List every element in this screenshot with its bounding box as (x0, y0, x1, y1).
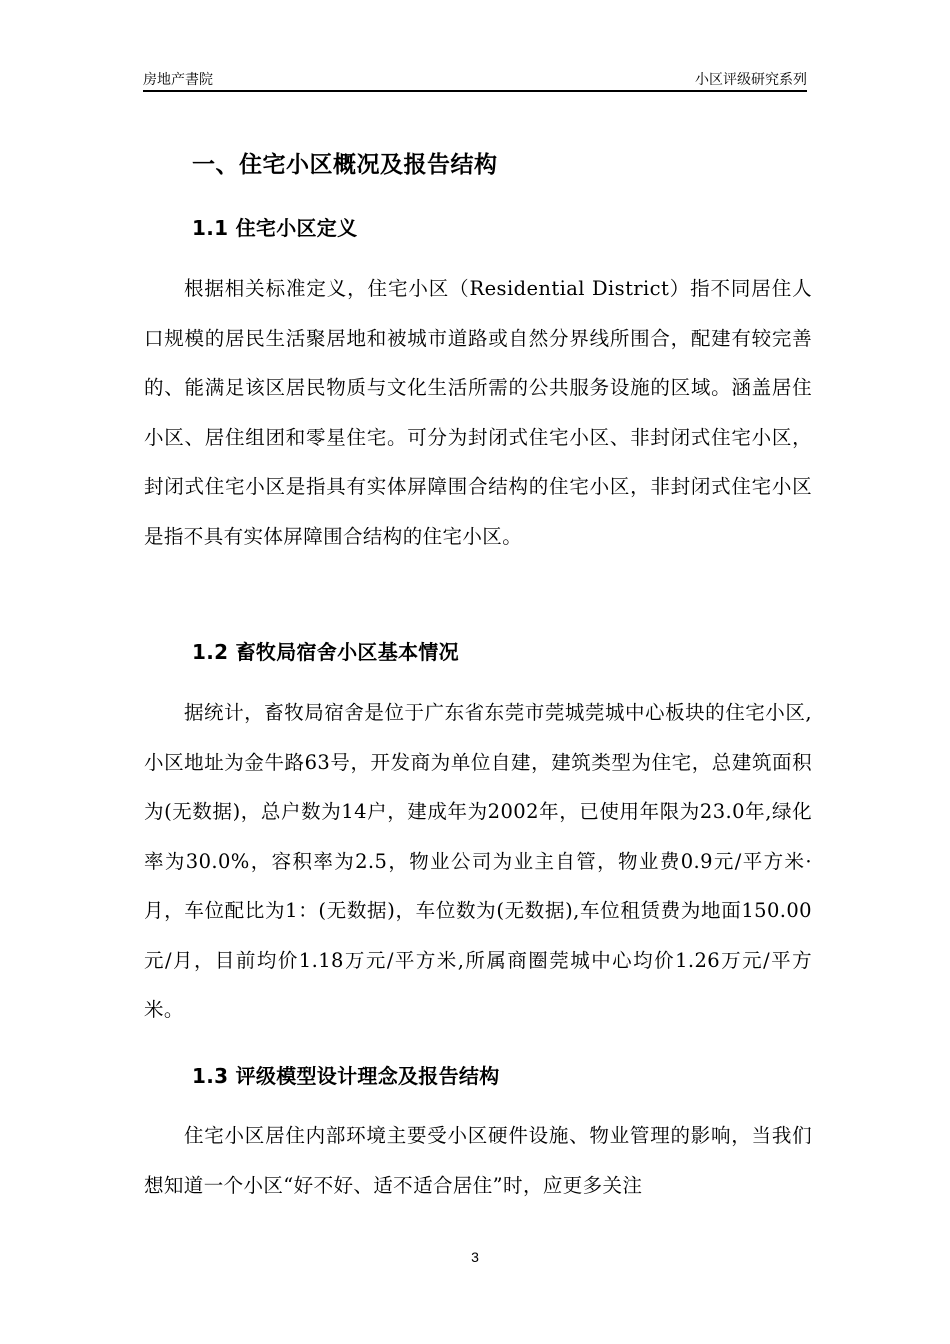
section-paragraph-1-1: 根据相关标准定义，住宅小区（Residential District）指不同居住人口规模的居民生活聚居地和被城市道路或自然分界线所围合，配建有较完善的、能满足该区居民物质与文化生活所需的公共服务设施的区域。涵盖居住小区、居住组团和零星住宅。可分为封闭式住宅小区、非封闭式住宅小区，封闭式住宅小区是指具有实体屏障围合结构的住宅小区，非封闭式住宅小区是指不具有实体屏障围合结构的住宅小区。 (144, 277, 812, 548)
section-heading-1-1: 1.1 住宅小区定义 (192, 216, 358, 240)
section-heading-1-2: 1.2 畜牧局宿舍小区基本情况 (192, 640, 459, 664)
page-header (143, 68, 807, 92)
header-publisher: 房地产書院 (143, 72, 213, 88)
section-paragraph-1-2: 据统计，畜牧局宿舍是位于广东省东莞市莞城莞城中心板块的住宅小区,小区地址为金牛路63号，开发商为单位自建，建筑类型为住宅，总建筑面积为(无数据)，总户数为14户，建成年为2002年，已使用年限为23.0年,绿化率为30.0%，容积率为2.5，物业公司为业主自管，物业费0.9元/平方米·月，车位配比为1：(无数据)，车位数为(无数据),车位租赁费为地面150.00元/月，目前均价1.18万元/平方米,所属商圈莞城中心均价1.26万元/平方米。 (144, 701, 812, 1021)
page-number: 3 (471, 1249, 479, 1265)
section-heading-1-3: 1.3 评级模型设计理念及报告结构 (192, 1064, 500, 1088)
header-series-title: 小区评级研究系列 (695, 72, 807, 88)
section-paragraph-1-3: 住宅小区居住内部环境主要受小区硬件设施、物业管理的影响，当我们想知道一个小区“好不好、适不适合居住”时，应更多关注 (144, 1124, 812, 1197)
chapter-title: 一、住宅小区概况及报告结构 (192, 152, 498, 178)
